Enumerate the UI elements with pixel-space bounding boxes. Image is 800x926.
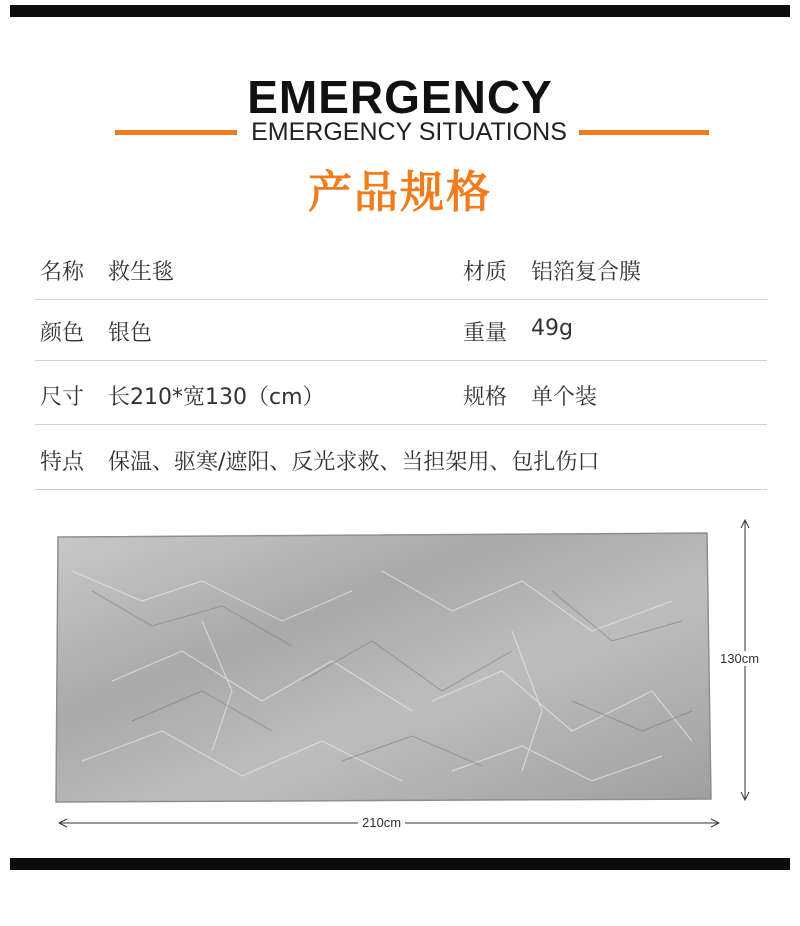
spec-key: 规格 (463, 385, 508, 410)
spec-key: 名称 (40, 260, 85, 285)
spec-value: 长210*宽130（cm） (108, 385, 325, 410)
spec-row (35, 241, 767, 300)
width-label: 210cm (358, 815, 405, 830)
section-title: 产品规格 (308, 167, 492, 218)
height-label: 130cm (720, 651, 760, 666)
spec-row (35, 302, 767, 361)
spec-key: 颜色 (40, 321, 85, 346)
spec-value: 保温、驱寒/遮阳、反光求救、当担架用、包扎伤口 (108, 450, 600, 475)
spec-key: 材质 (463, 260, 508, 285)
spec-value: 银色 (108, 321, 153, 346)
spec-value: 49g (531, 316, 573, 341)
right-orange-rule (579, 130, 709, 135)
spec-value: 铝箔复合膜 (531, 260, 642, 285)
bottom-black-bar (10, 858, 790, 870)
spec-row (35, 366, 767, 425)
top-black-bar (10, 5, 790, 17)
page-title: EMERGENCY (247, 71, 553, 123)
subtitle: EMERGENCY SITUATIONS (251, 118, 567, 146)
emergency-blanket-image (52, 531, 713, 805)
spec-key: 特点 (40, 450, 85, 475)
spec-value: 救生毯 (108, 260, 175, 285)
spec-value: 单个装 (531, 385, 598, 410)
spec-key: 尺寸 (40, 385, 85, 410)
subtitle-row (0, 116, 800, 150)
spec-row (35, 431, 767, 490)
spec-key: 重量 (463, 321, 508, 346)
left-orange-rule (115, 130, 237, 135)
